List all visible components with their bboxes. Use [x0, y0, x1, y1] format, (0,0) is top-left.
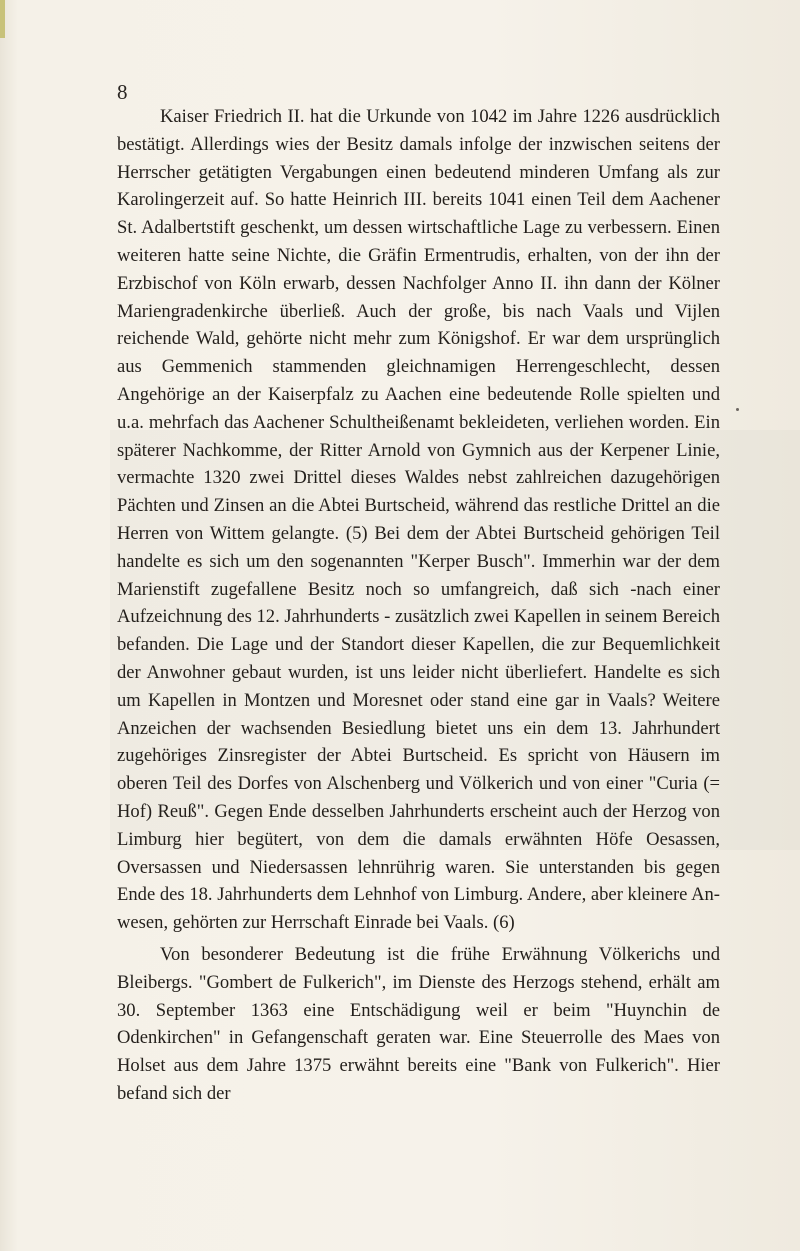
- speck-dot: [736, 408, 739, 411]
- body-text: [117, 103, 720, 1108]
- paragraph-2: Von besonderer Bedeutung ist die frühe Erwähnung Völkerichs und Bleibergs. "Gombert de Fulkerich", im Dienste des Herzogs stehend, erhält am 30. September 1363 eine Entschädigung weil er beim "Huynchin de Odenkirchen" in Gefangenschaft geraten war. Eine Steuerrolle des Maes von Holset aus dem Jahre 1375 erwähnt bereits eine "Bank von Fulkerich". Hier befand sich der: [117, 943, 720, 1104]
- page-edge-mark: [0, 0, 5, 38]
- page-number: 8: [117, 80, 128, 104]
- paragraph-1: Kaiser Friedrich II. hat die Urkunde von 1042 im Jahre 1226 ausdrücklich bestätigt. Allerdings wies der Besitz damals infolge der inzwischen seitens der Herrscher getätigten Vergabungen einen bedeutend minderen Umfang als zur Karolingerzeit auf. So hatte Heinrich III. bereits 1041 einen Teil dem Aachener St. Adalbertstift geschenkt, um dessen wirtschaftliche Lage zu verbessern. Einen weiteren hatte seine Nichte, die Gräfin Ermentrudis, erhalten, von der ihn der Erzbischof von Köln erwarb, dessen Nachfolger Anno II. ihn dann der Kölner Mariengradenkirche überließ. Auch der große, bis nach Vaals und Vijlen reichende Wald, gehörte nicht mehr zum Königshof. Er war dem ursprünglich aus Gemmenich stammenden gleichnamigen Herrengeschlecht, dessen Angehörige an der Kaiserpfalz zu Aachen eine bedeutende Rolle spielten und u.a. mehrfach das Aachener Schultheißenamt bekleideten, verliehen worden. Ein späterer Nachkomme, der Ritter Arnold von Gymnich aus der Kerpener Linie, vermachte 1320 zwei Drittel dieses Waldes nebst zahlreichen dazugehörigen Pächten und Zinsen an die Abtei Burtscheid, während das restliche Drittel an die Herren von Wittem gelangte. (5) Bei dem der Abtei Burtscheid gehörigen Teil handelte es sich um den sogenannten "Kerper Busch". Immerhin war der dem Marienstift zugefallene Besitz noch so umfangreich, daß sich -nach einer Aufzeichnung des 12. Jahrhunderts - zusätzlich zwei Kapellen in seinem Bereich befanden. Die Lage und der Standort dieser Kapellen, die zur Bequemlichkeit der Anwohner gebaut wurden, ist uns leider nicht überliefert. Handelte es sich um Kapellen in Montzen und Moresnet oder stand eine gar in Vaals? Weitere Anzeichen der wachsenden Besiedlung bietet uns ein dem 13. Jahrhundert zugehöriges Zinsregister der Abtei Burtscheid. Es spricht von Häusern im oberen Teil des Dorfes von Alschenberg und Völkerich und von einer "Curia (= Hof) Reuß". Gegen Ende desselben Jahrhunderts erscheint auch der Herzog von Limburg hier begütert, von dem die damals erwähnten Höfe Oesassen, Oversassen und Niedersassen lehnrührig waren. Sie unterstanden bis gegen Ende des 18. Jahrhunderts dem Lehnhof von Limburg. Andere, aber kleinere Anwesen, gehörten zur Herrschaft Einrade bei Vaals. (6): [117, 106, 720, 934]
